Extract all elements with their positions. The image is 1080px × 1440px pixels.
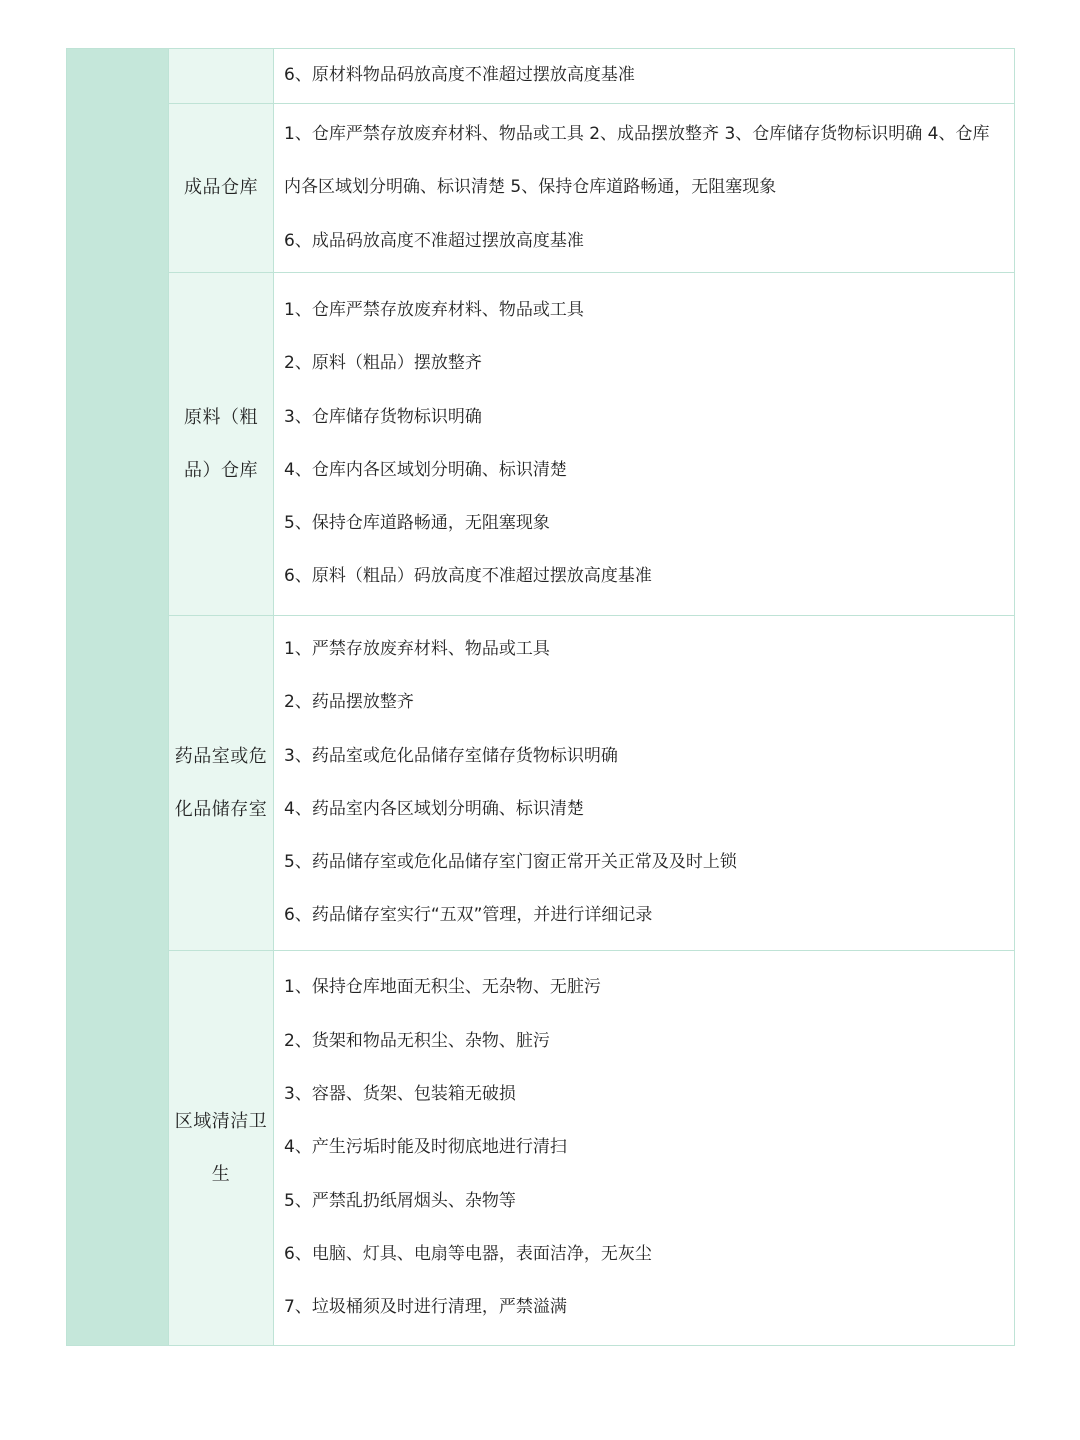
table-row: [67, 49, 1015, 104]
list-item: 6、成品码放高度不准超过摆放高度基准: [284, 230, 584, 251]
list-item: 1、严禁存放废弃材料、物品或工具: [284, 639, 550, 659]
list-item: 1、仓库严禁存放废弃材料、物品或工具 2、成品摆放整齐 3、仓库储存货物标识明确 4、仓库内各区域划分明确、标识清楚 5、保持仓库道路畅通，无阻塞现象: [284, 124, 990, 198]
list-item: 6、原材料物品码放高度不准超过摆放高度基准: [284, 65, 635, 86]
list-item: 2、药品摆放整齐: [284, 692, 414, 713]
category-cell: [169, 49, 274, 104]
list-item: 2、原料（粗品）摆放整齐: [284, 353, 482, 374]
items-cell: [274, 104, 1015, 273]
list-item: 5、严禁乱扔纸屑烟头、杂物等: [284, 1190, 516, 1211]
list-item: 6、原料（粗品）码放高度不准超过摆放高度基准: [284, 566, 652, 587]
items-cell: [274, 615, 1015, 950]
category-cell: [169, 615, 274, 950]
list-item: 2、货架和物品无积尘、杂物、脏污: [284, 1030, 550, 1051]
list-item: 3、仓库储存货物标识明确: [284, 406, 482, 427]
list-item: 6、电脑、灯具、电扇等电器，表面洁净，无灰尘: [284, 1243, 652, 1264]
list-item: 7、垃圾桶须及时进行清理，严禁溢满: [284, 1297, 567, 1318]
category-cell: [169, 950, 274, 1345]
group-column: [67, 49, 169, 1346]
category-label: 成品仓库: [184, 177, 258, 199]
category-cell: [169, 272, 274, 615]
table-row: [67, 272, 1015, 615]
inspection-table: [66, 48, 1015, 1346]
table-row: [67, 615, 1015, 950]
table-row: [67, 104, 1015, 273]
list-item: 4、仓库内各区域划分明确、标识清楚: [284, 459, 567, 480]
category-label: 区域清洁卫生: [174, 1110, 268, 1185]
list-item: 6、药品储存室实行“五双”管理，并进行详细记录: [284, 905, 653, 926]
list-item: 1、仓库严禁存放废弃材料、物品或工具: [284, 300, 584, 320]
list-item: 3、药品室或危化品储存室储存货物标识明确: [284, 745, 618, 766]
list-item: 1、保持仓库地面无积尘、无杂物、无脏污: [284, 977, 601, 998]
category-cell: [169, 104, 274, 273]
items-cell: [274, 950, 1015, 1345]
list-item: 4、药品室内各区域划分明确、标识清楚: [284, 798, 584, 819]
category-label: 原料（粗品）仓库: [184, 406, 258, 481]
list-item: 5、保持仓库道路畅通，无阻塞现象: [284, 513, 550, 534]
list-item: 4、产生污垢时能及时彻底地进行清扫: [284, 1137, 567, 1158]
items-cell: [274, 272, 1015, 615]
list-item: 5、药品储存室或危化品储存室门窗正常开关正常及及时上锁: [284, 852, 737, 873]
list-item: 3、容器、货架、包装箱无破损: [284, 1083, 516, 1104]
table-row: [67, 950, 1015, 1345]
category-label: 药品室或危化品储存室: [174, 745, 268, 820]
items-cell: [274, 49, 1015, 104]
